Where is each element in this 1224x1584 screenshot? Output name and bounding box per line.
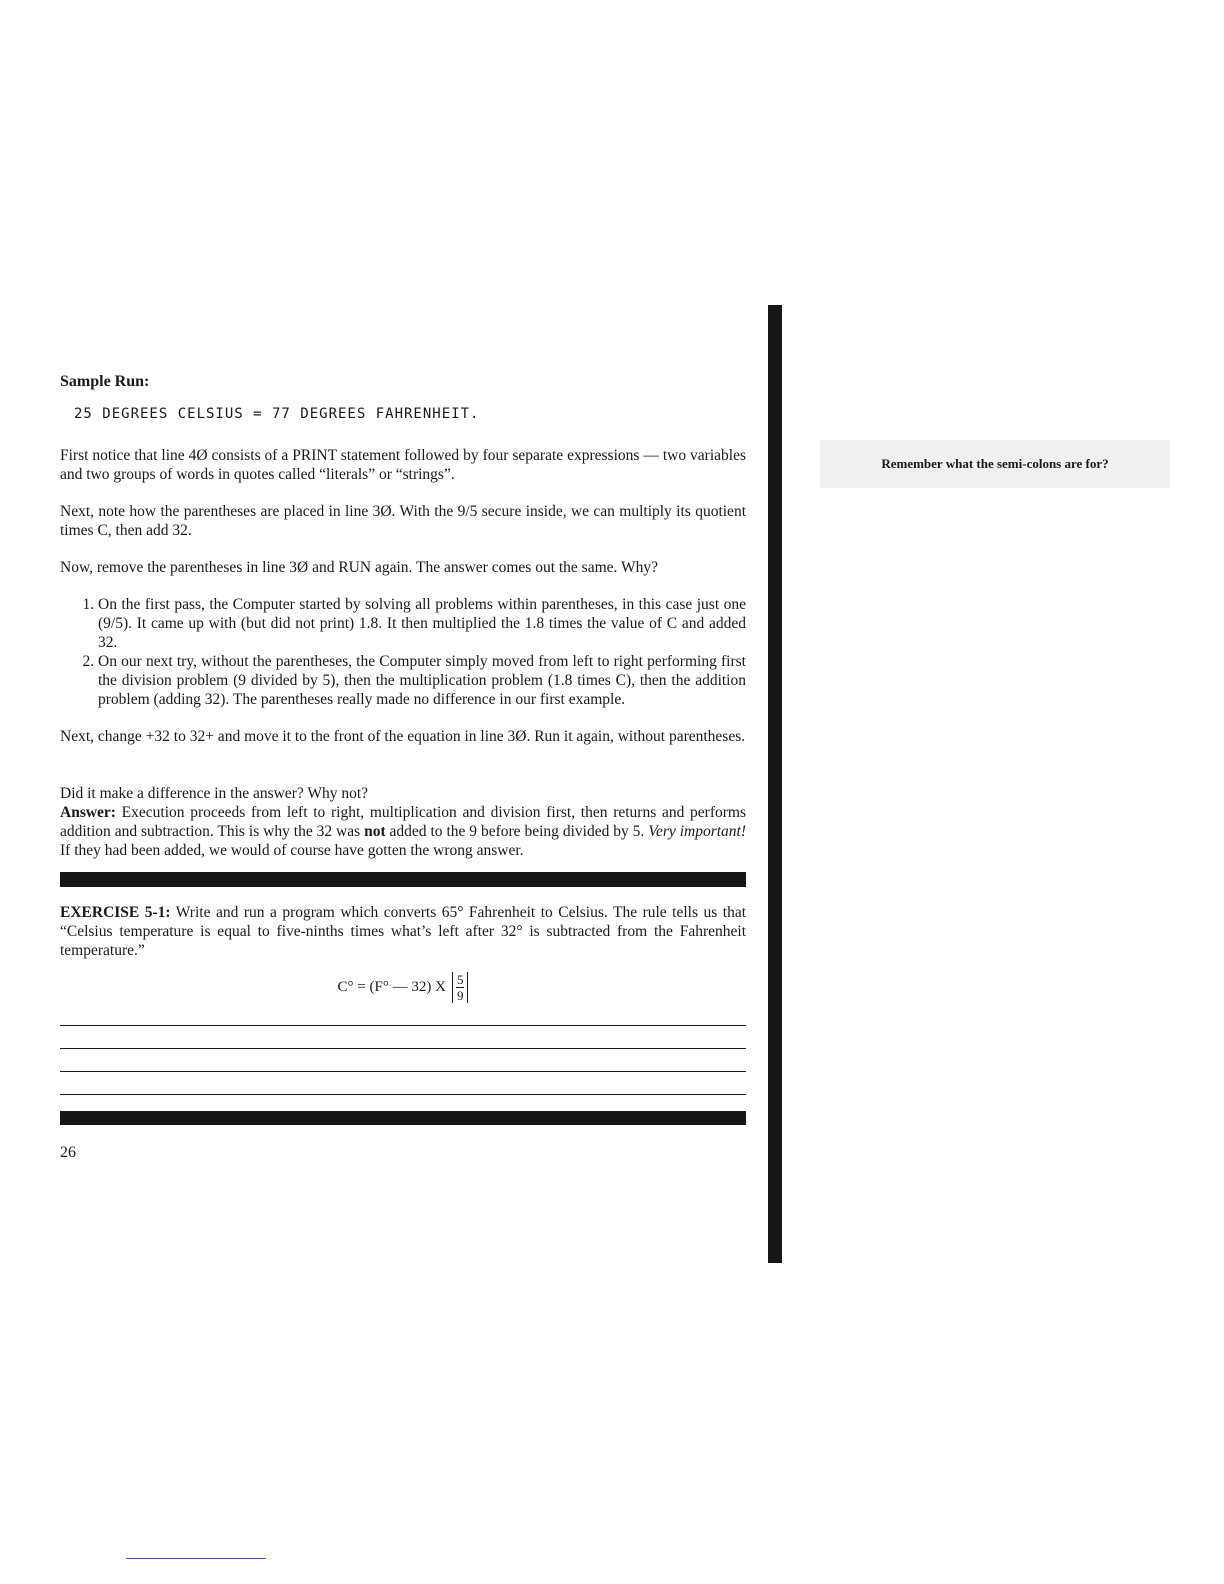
answer-line bbox=[60, 1025, 746, 1026]
paragraph-parentheses: Next, note how the parentheses are placed in line 3Ø. With the 9/5 secure inside, we can multiply its quotient times C, then add 32. bbox=[60, 503, 746, 539]
answer-line bbox=[60, 1048, 746, 1049]
answer-line bbox=[60, 1094, 746, 1095]
answer-line bbox=[60, 1071, 746, 1072]
page-number: 26 bbox=[60, 1144, 76, 1161]
answer-label: Answer: bbox=[60, 804, 116, 821]
list-item: 1. On the first pass, the Computer started by solving all problems within parentheses, in this case just one (9/5). It came up with (but did not print) 1.8. It then multiplied the 1.8 times the value of C and added 32. bbox=[98, 595, 746, 652]
answer-emphasis: Very important! bbox=[648, 823, 747, 840]
conversion-formula bbox=[60, 972, 746, 1003]
answer bbox=[60, 803, 746, 860]
answer-text-1: Execution proceeds from left to right, multiplication and division first, then returns and performs addition and subtraction. This is why the 32 was bbox=[60, 804, 746, 840]
sidebar-note bbox=[820, 440, 1170, 488]
exercise-label: EXERCISE 5-1: bbox=[60, 904, 171, 921]
sidebar-note-text: Remember what the semi-colons are for? bbox=[881, 456, 1109, 471]
answer-text-2: added to the 9 before being divided by 5. bbox=[385, 823, 649, 840]
answer-lines bbox=[60, 1025, 746, 1095]
fraction bbox=[452, 972, 469, 1003]
fraction-numerator: 5 bbox=[456, 972, 464, 987]
answer-not: not bbox=[364, 823, 386, 840]
paragraph-print-statement: First notice that line 4Ø consists of a PRINT statement followed by four separate expressions — two variables and two groups of words in quotes called “literals” or “strings”. bbox=[60, 447, 746, 483]
fraction-denominator: 9 bbox=[456, 988, 464, 1003]
paragraph-change-equation: Next, change +32 to 32+ and move it to the front of the equation in line 3Ø. Run it again, without parentheses. bbox=[60, 728, 746, 745]
formula-lhs: C° = (F° — 32) X bbox=[337, 979, 446, 995]
answer-text-3: If they had been added, we would of course have gotten the wrong answer. bbox=[60, 842, 524, 859]
explanation-list bbox=[60, 595, 746, 709]
main-column bbox=[60, 372, 746, 1162]
question: Did it make a difference in the answer? Why not? bbox=[60, 785, 369, 802]
vertical-margin-bar bbox=[768, 305, 782, 1263]
exercise bbox=[60, 903, 746, 960]
bottom-divider-bar bbox=[60, 1111, 746, 1125]
list-item: 2. On our next try, without the parentheses, the Computer simply moved from left to right performing first the division problem (9 divided by 5), then the multiplication problem (1.8 times C), then the addition problem (adding 32). The parentheses really made no difference in our first example. bbox=[98, 652, 746, 709]
section-heading: Sample Run: bbox=[60, 373, 150, 390]
sample-run-output: 25 DEGREES CELSIUS = 77 DEGREES FAHRENHEIT. bbox=[74, 406, 480, 422]
paragraph-remove-parentheses: Now, remove the parentheses in line 3Ø and RUN again. The answer comes out the same. Why? bbox=[60, 559, 659, 576]
footer-rule bbox=[126, 1558, 266, 1559]
exercise-text: Write and run a program which converts 65° Fahrenheit to Celsius. The rule tells us that “Celsius temperature is equal to five-ninths times what’s left after 32° is subtracted from the Fahrenheit temperature.” bbox=[60, 904, 747, 959]
section-divider-bar bbox=[60, 872, 746, 887]
